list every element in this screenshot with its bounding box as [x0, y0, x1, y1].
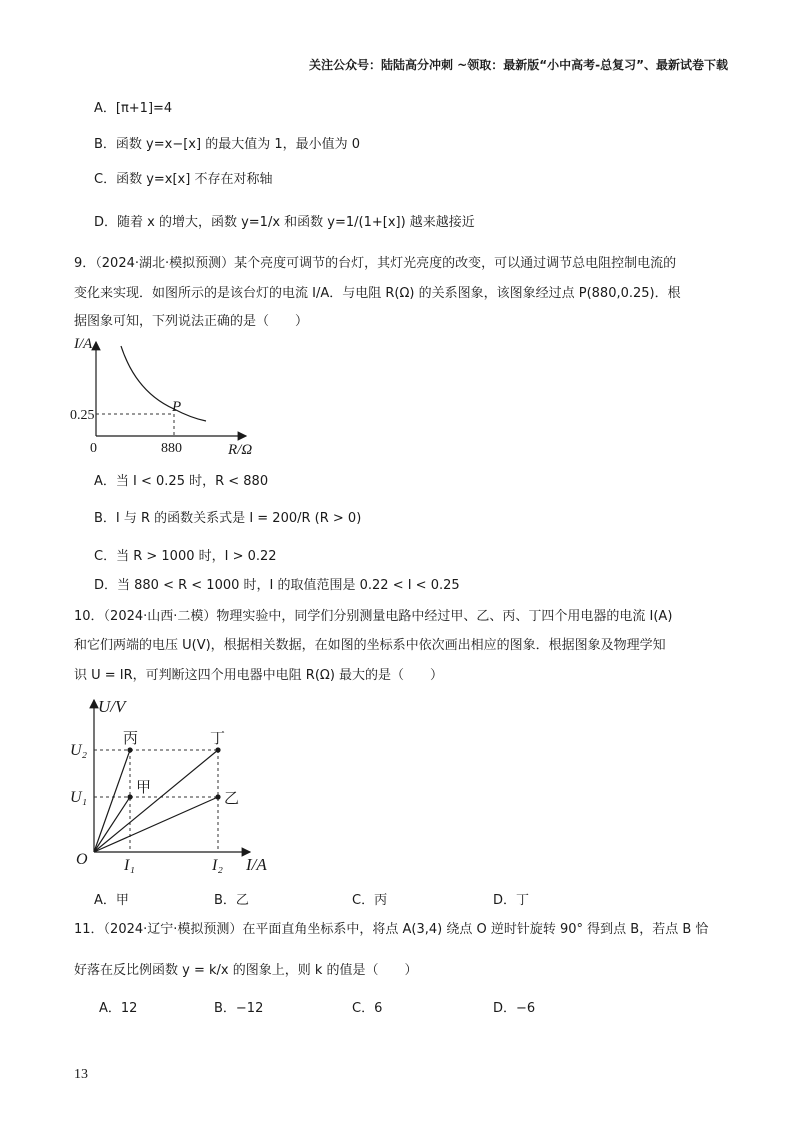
q10-text-line-2: 和它们两端的电压 U(V)，根据相关数据，在如图的坐标系中依次画出相应的图象．根据图象及物理学知 — [74, 638, 666, 653]
q10-ding-label: 丁 — [210, 729, 226, 747]
q9-point-label: P — [172, 399, 182, 415]
q10-u1-label: U₁ — [70, 789, 88, 806]
q8-option-b: B．函数 y=x−[x] 的最大值为 1，最小值为 0 — [94, 137, 360, 152]
q10-text-line-3: 识 U = IR，可判断这四个用电器中电阻 R(Ω) 最大的是（ ） — [74, 668, 444, 683]
page-number: 13 — [74, 1067, 88, 1082]
q10-u2-label: U₂ — [70, 742, 88, 759]
q10-point-yi — [215, 794, 220, 799]
q9-x-axis-label: R/Ω — [228, 442, 253, 458]
q9-curve — [121, 346, 206, 421]
q9-origin-label: 0 — [90, 441, 97, 456]
q11-option-a: A．12 — [99, 1001, 138, 1016]
q10-point-jia — [127, 794, 132, 799]
q10-y-axis-label: U/V — [98, 697, 126, 716]
q11-option-b: B．−12 — [214, 1001, 264, 1016]
q11-text-line-2: 好落在反比例函数 y = k/x 的图象上，则 k 的值是（ ） — [74, 963, 418, 978]
q9-y-tick-label: 0.25 — [70, 408, 95, 423]
q10-text-line-1: 10．（2024·山西·二模）物理实验中，同学们分别测量电路中经过甲、乙、丙、丁四个用电器的电流 I(A) — [74, 609, 673, 624]
q9-option-a: A．当 I < 0.25 时，R < 880 — [94, 474, 269, 489]
q10-origin-label: O — [76, 851, 88, 868]
q10-graph — [66, 692, 286, 882]
q10-option-a: A．甲 — [94, 893, 129, 908]
q9-text-line-3: 据图象可知，下列说法正确的是（ ） — [74, 314, 309, 329]
q10-x-axis-label: I/A — [246, 855, 267, 874]
q8-option-a: A．[π+1]=4 — [94, 101, 173, 116]
page-header: 关注公众号：陆陆高分冲刺 ~领取：最新版“小中高考-总复习”、最新试卷下载 — [309, 58, 728, 72]
q10-i2-label: I₂ — [212, 857, 223, 874]
q10-point-bing — [127, 747, 132, 752]
q10-option-c: C．丙 — [352, 893, 388, 908]
q9-option-c: C．当 R > 1000 时，I > 0.22 — [94, 549, 277, 564]
q9-text-line-1: 9．（2024·湖北·模拟预测）某个亮度可调节的台灯，其灯光亮度的改变，可以通过调节总电阻控制电流的 — [74, 256, 677, 271]
q11-option-c: C．6 — [352, 1001, 383, 1016]
q10-option-d: D．丁 — [493, 893, 530, 908]
q11-option-d: D．−6 — [493, 1001, 536, 1016]
q9-option-d: D．当 880 < R < 1000 时，I 的取值范围是 0.22 < I < 0.25 — [94, 578, 460, 593]
q8-option-d: D．随着 x 的增大，函数 y=1/x 和函数 y=1/(1+[x]) 越来越接近 — [94, 215, 475, 230]
q11-text-line-1: 11．（2024·辽宁·模拟预测）在平面直角坐标系中，将点 A(3,4) 绕点 O 逆时针旋转 90° 得到点 B，若点 B 恰 — [74, 922, 709, 937]
q10-point-ding — [215, 747, 220, 752]
q8-option-c: C．函数 y=x[x] 不存在对称轴 — [94, 172, 273, 187]
q10-bing-label: 丙 — [123, 729, 139, 747]
q10-yi-label: 乙 — [224, 789, 240, 807]
q9-x-tick-label: 880 — [161, 441, 182, 456]
q9-y-axis-label: I/A — [74, 336, 93, 352]
q10-i1-label: I₁ — [124, 857, 135, 874]
q9-option-b: B．I 与 R 的函数关系式是 I = 200/R (R > 0) — [94, 511, 362, 526]
q9-graph — [66, 332, 276, 462]
q10-option-b: B．乙 — [214, 893, 249, 908]
q10-jia-label: 甲 — [136, 778, 152, 796]
q9-text-line-2: 变化来实现．如图所示的是该台灯的电流 I/A．与电阻 R(Ω) 的关系图象，该图象经过点 P(880,0.25)．根 — [74, 286, 681, 301]
